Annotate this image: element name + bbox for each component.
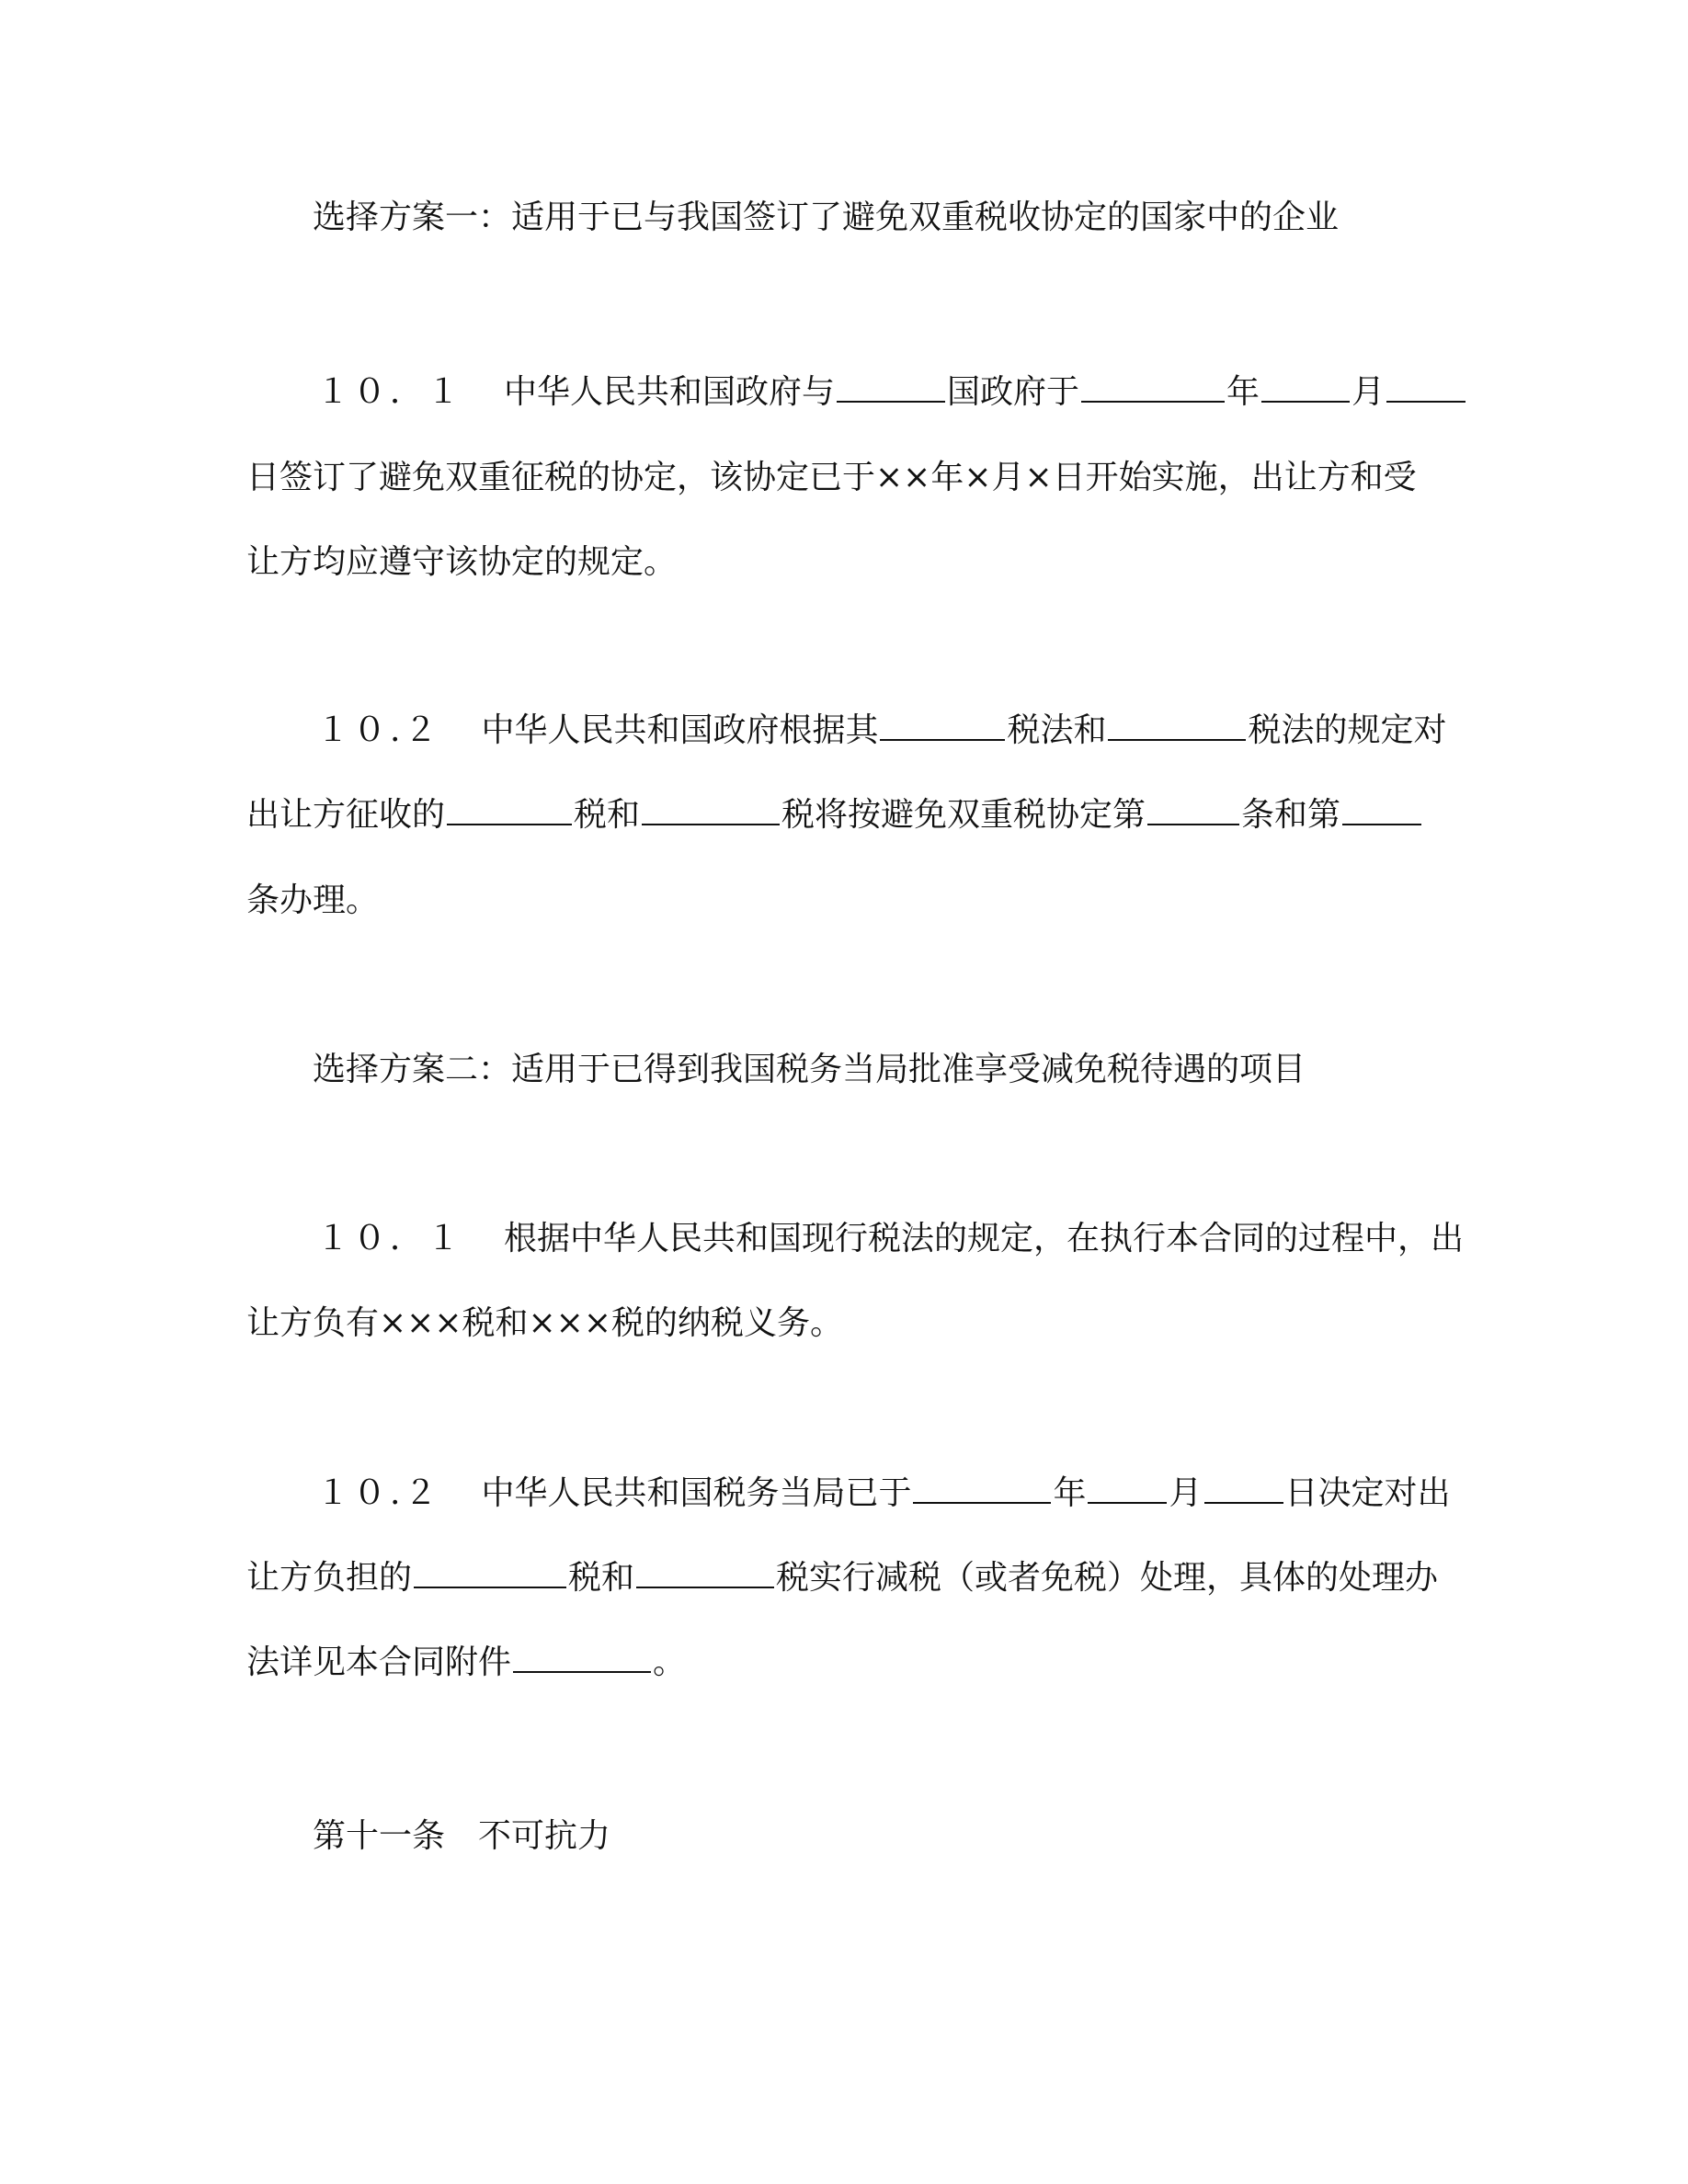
clause-number: １０．１ — [316, 373, 464, 411]
clause-text: 根据中华人民共和国现行税法的规定，在执行本合同的过程中，出 — [504, 1220, 1465, 1257]
scheme1-clause-10-1-line1 — [316, 375, 1508, 409]
clause-text: 税法和 — [1007, 711, 1107, 749]
fill-in-blank[interactable] — [1342, 798, 1421, 825]
scheme2-clause-10-2-line3 — [246, 1645, 1438, 1679]
clause-number: １０.２ — [316, 711, 441, 749]
clause-text: 中华人民共和国税务当局已于 — [481, 1474, 912, 1512]
scheme1-clause-10-2-line3: 条办理。 — [246, 882, 380, 919]
fill-in-blank[interactable] — [414, 1561, 566, 1588]
scheme2-clause-10-1-line1 — [316, 1220, 1508, 1257]
fill-in-blank[interactable] — [1108, 713, 1246, 741]
clause-text: 让方负担的 — [246, 1559, 413, 1597]
fill-in-blank[interactable] — [880, 713, 1005, 741]
clause-text: 日决定对出 — [1284, 1474, 1451, 1512]
clause-text: 税将按避免双重税协定第 — [781, 796, 1146, 834]
scheme1-clause-10-1-line3: 让方均应遵守该协定的规定。 — [246, 543, 678, 581]
scheme1-clause-10-2-line2 — [246, 798, 1438, 832]
fill-in-blank[interactable] — [1147, 798, 1239, 825]
article-subtitle: 不可抗力 — [478, 1817, 611, 1855]
clause-text: 税和 — [574, 796, 641, 834]
scheme2-heading: 选择方案二：适用于已得到我国税务当局批准享受减免税待遇的项目 — [313, 1051, 1306, 1088]
fill-in-blank[interactable] — [447, 798, 572, 825]
clause-text: 条和第 — [1241, 796, 1341, 834]
scheme2-clause-10-2-line1 — [316, 1476, 1508, 1510]
clause-text: 月 — [1352, 373, 1386, 411]
clause-text: 法详见本合同附件 — [246, 1644, 512, 1681]
clause-text: 税和 — [568, 1559, 635, 1597]
fill-in-blank[interactable] — [1088, 1476, 1167, 1504]
clause-number: １０．１ — [316, 1220, 464, 1257]
article-title: 第十一条 — [313, 1817, 446, 1855]
fill-in-blank[interactable] — [1204, 1476, 1283, 1504]
article-11-heading — [313, 1817, 1504, 1855]
clause-text: 国政府于 — [947, 373, 1080, 411]
scheme1-clause-10-2-line1 — [316, 713, 1508, 747]
clause-text: 出让方征收的 — [246, 796, 446, 834]
clause-text: 中华人民共和国政府根据其 — [481, 711, 879, 749]
scheme2-clause-10-2-line2 — [246, 1561, 1438, 1595]
scheme1-heading: 选择方案一：适用于已与我国签订了避免双重税收协定的国家中的企业 — [313, 199, 1340, 236]
fill-in-blank[interactable] — [913, 1476, 1051, 1504]
clause-text: 。 — [653, 1644, 687, 1681]
clause-text: 税法的规定对 — [1248, 711, 1447, 749]
fill-in-blank[interactable] — [1386, 375, 1466, 403]
fill-in-blank[interactable] — [837, 375, 945, 403]
fill-in-blank[interactable] — [1261, 375, 1350, 403]
clause-text: 年 — [1226, 373, 1260, 411]
clause-number: １０.２ — [316, 1474, 441, 1512]
clause-text: 年 — [1053, 1474, 1087, 1512]
scheme2-clause-10-1-line2: 让方负有×××税和×××税的纳税义务。 — [246, 1304, 843, 1342]
fill-in-blank[interactable] — [513, 1645, 651, 1673]
fill-in-blank[interactable] — [1081, 375, 1225, 403]
fill-in-blank[interactable] — [636, 1561, 774, 1588]
fill-in-blank[interactable] — [642, 798, 780, 825]
clause-text: 中华人民共和国政府与 — [504, 373, 836, 411]
scheme1-clause-10-1-line2: 日签订了避免双重征税的协定，该协定已于××年×月×日开始实施，出让方和受 — [246, 459, 1417, 496]
clause-text: 月 — [1169, 1474, 1203, 1512]
clause-text: 税实行减税（或者免税）处理，具体的处理办 — [776, 1559, 1439, 1597]
